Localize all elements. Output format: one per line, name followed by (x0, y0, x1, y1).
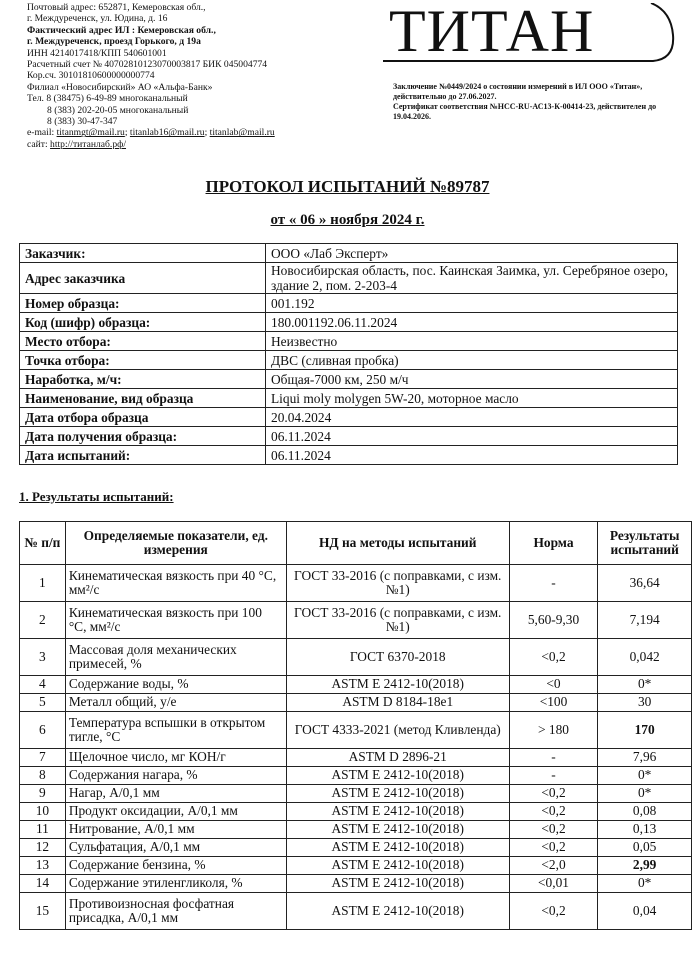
info-row (20, 370, 678, 389)
row-norm: - (509, 749, 598, 767)
phone-2: 8 (383) 202-20-05 многоканальный (47, 104, 189, 116)
result-row (20, 712, 692, 749)
row-method: ГОСТ 4333-2021 (метод Кливленда) (286, 712, 509, 749)
row-method: ASTM E 2412-10(2018) (286, 676, 509, 694)
postal-address-2: г. Междуреченск, ул. Юдина, д. 16 (27, 13, 168, 25)
row-method: ГОСТ 33-2016 (с поправками, с изм. №1) (286, 602, 509, 639)
row-parameter: Содержание бензина, % (65, 857, 286, 875)
bank-account: Расчетный счет № 40702810123070003817 БИК 045004774 (27, 59, 268, 71)
row-result: 170 (598, 712, 692, 749)
row-result: 7,96 (598, 749, 692, 767)
info-value: Неизвестно (266, 332, 678, 351)
info-row (20, 446, 678, 465)
result-row (20, 821, 692, 839)
result-row (20, 565, 692, 602)
row-number: 14 (20, 875, 66, 893)
row-norm: <100 (509, 694, 598, 712)
row-result: 0,08 (598, 803, 692, 821)
row-norm: <0,2 (509, 803, 598, 821)
row-method: ASTM E 2412-10(2018) (286, 893, 509, 930)
accreditation-note (393, 82, 679, 122)
row-number: 9 (20, 785, 66, 803)
lab-contact-block (27, 2, 377, 150)
row-number: 7 (20, 749, 66, 767)
row-result: 0* (598, 875, 692, 893)
row-number: 13 (20, 857, 66, 875)
actual-address-2: г. Междуреченск, проезд Горького, д 19а (27, 36, 201, 48)
row-parameter: Кинематическая вязкость при 100 °С, мм²/с (65, 602, 286, 639)
postal-address: Почтовый адрес: 652871, Кемеровская обл., (27, 2, 206, 13)
info-value: ДВС (сливная пробка) (266, 351, 678, 370)
row-method: ASTM E 2412-10(2018) (286, 875, 509, 893)
result-row (20, 676, 692, 694)
phone-3: 8 (383) 30-47-347 (47, 116, 118, 128)
row-result: 0,042 (598, 639, 692, 676)
result-row (20, 839, 692, 857)
result-row (20, 857, 692, 875)
row-norm: <0,2 (509, 821, 598, 839)
row-result: 0* (598, 767, 692, 785)
info-row (20, 244, 678, 263)
info-value: ООО «Лаб Эксперт» (266, 244, 678, 263)
bank-name: Филиал «Новосибирский» АО «Альфа-Банк» (27, 81, 213, 93)
row-result: 30 (598, 694, 692, 712)
logo-text: ТИТАН (389, 0, 595, 64)
row-number: 10 (20, 803, 66, 821)
col-header-method: НД на методы испытаний (286, 522, 509, 565)
result-row (20, 875, 692, 893)
row-norm: - (509, 565, 598, 602)
row-method: ASTM D 8184-18e1 (286, 694, 509, 712)
info-value: Общая-7000 км, 250 м/ч (266, 370, 678, 389)
row-parameter: Нитрование, А/0,1 мм (65, 821, 286, 839)
results-header-row (20, 522, 692, 565)
row-result: 0* (598, 785, 692, 803)
row-parameter: Содержание этиленгликоля, % (65, 875, 286, 893)
row-parameter: Температура вспышки в открытом тигле, °С (65, 712, 286, 749)
row-norm: <0,2 (509, 639, 598, 676)
row-method: ASTM E 2412-10(2018) (286, 839, 509, 857)
result-row (20, 785, 692, 803)
col-header-norm: Норма (509, 522, 598, 565)
section-title: 1. Результаты испытаний: (19, 489, 174, 504)
phone-1: Тел. 8 (38475) 6-49-89 многоканальный (27, 93, 188, 105)
info-value: 001.192 (266, 294, 678, 313)
row-norm: <0,01 (509, 875, 598, 893)
result-row (20, 803, 692, 821)
row-result: 0,05 (598, 839, 692, 857)
info-value: Liqui moly molygen 5W-20, моторное масло (266, 389, 678, 408)
row-number: 4 (20, 676, 66, 694)
row-parameter: Содержания нагара, % (65, 767, 286, 785)
certificate-line: Сертификат соответствия №НСС-RU-АС13-К-00414-23, действителен до 19.04.2026. (393, 102, 657, 121)
info-row (20, 427, 678, 446)
row-parameter: Содержание воды, % (65, 676, 286, 694)
info-row (20, 294, 678, 313)
row-parameter: Нагар, А/0,1 мм (65, 785, 286, 803)
info-key: Заказчик: (20, 244, 266, 263)
email-link-1[interactable]: titanmgt@mail.ru (56, 127, 125, 139)
row-method: ГОСТ 33-2016 (с поправками, с изм. №1) (286, 565, 509, 602)
info-value: 20.04.2024 (266, 408, 678, 427)
row-method: ASTM E 2412-10(2018) (286, 821, 509, 839)
col-header-parameter: Определяемые показатели, ед. измерения (65, 522, 286, 565)
row-method: ASTM E 2412-10(2018) (286, 803, 509, 821)
row-number: 8 (20, 767, 66, 785)
row-number: 1 (20, 565, 66, 602)
info-key: Дата отбора образца (20, 408, 266, 427)
info-key: Код (шифр) образца: (20, 313, 266, 332)
email-label: e-mail: (27, 127, 55, 139)
inn-kpp: ИНН 4214017418/КПП 540601001 (27, 47, 167, 59)
protocol-title: ПРОТОКОЛ ИСПЫТАНИЙ №89787 (205, 177, 490, 196)
info-key: Адрес заказчика (20, 263, 266, 294)
site-label: сайт: (27, 138, 48, 150)
sample-info-table (19, 243, 678, 465)
row-norm: <2,0 (509, 857, 598, 875)
protocol-date: от « 06 » ноября 2024 г. (270, 212, 425, 228)
titan-logo (383, 0, 678, 64)
conclusion-line: Заключение №0449/2024 о состоянии измерений в ИЛ ООО «Титан», действительно до 27.06.2027. (393, 82, 643, 101)
info-key: Наработка, м/ч: (20, 370, 266, 389)
info-row (20, 263, 678, 294)
info-value: 06.11.2024 (266, 446, 678, 465)
col-header-result: Результаты испытаний (598, 522, 692, 565)
row-parameter: Кинематическая вязкость при 40 °С, мм²/с (65, 565, 286, 602)
row-number: 5 (20, 694, 66, 712)
info-value: Новосибирская область, пос. Каинская Заимка, ул. Серебряное озеро, здание 2, пом. 2-203-4 (266, 263, 678, 294)
info-row (20, 408, 678, 427)
row-number: 11 (20, 821, 66, 839)
result-row (20, 893, 692, 930)
row-parameter: Массовая доля механических примесей, % (65, 639, 286, 676)
row-result: 7,194 (598, 602, 692, 639)
results-table (19, 521, 692, 930)
row-result: 0* (598, 676, 692, 694)
row-number: 12 (20, 839, 66, 857)
info-key: Дата испытаний: (20, 446, 266, 465)
row-number: 2 (20, 602, 66, 639)
row-method: ASTM E 2412-10(2018) (286, 785, 509, 803)
row-method: ГОСТ 6370-2018 (286, 639, 509, 676)
site-line (27, 139, 377, 150)
info-value: 06.11.2024 (266, 427, 678, 446)
row-result: 0,04 (598, 893, 692, 930)
row-parameter: Щелочное число, мг КОН/г (65, 749, 286, 767)
email-link-2[interactable]: titanlab16@mail.ru (129, 127, 205, 139)
actual-address: Фактический адрес ИЛ : Кемеровская обл., (27, 24, 216, 36)
row-method: ASTM E 2412-10(2018) (286, 767, 509, 785)
row-norm: 5,60-9,30 (509, 602, 598, 639)
row-norm: <0,2 (509, 893, 598, 930)
info-value: 180.001192.06.11.2024 (266, 313, 678, 332)
row-norm: - (509, 767, 598, 785)
row-number: 6 (20, 712, 66, 749)
row-result: 0,13 (598, 821, 692, 839)
row-norm: <0 (509, 676, 598, 694)
site-link[interactable]: http://титанлаб.рф/ (50, 138, 127, 150)
info-key: Номер образца: (20, 294, 266, 313)
info-key: Точка отбора: (20, 351, 266, 370)
row-parameter: Противоизносная фосфатная присадка, А/0,1 мм (65, 893, 286, 930)
row-result: 2,99 (598, 857, 692, 875)
result-row (20, 639, 692, 676)
row-parameter: Продукт оксидации, А/0,1 мм (65, 803, 286, 821)
row-norm: <0,2 (509, 785, 598, 803)
row-norm: > 180 (509, 712, 598, 749)
info-row (20, 332, 678, 351)
info-row (20, 389, 678, 408)
email-link-3[interactable]: titanlab@mail.ru (209, 127, 275, 139)
result-row (20, 694, 692, 712)
info-row (20, 313, 678, 332)
email-line: e-mail: titanmgt@mail.ru; titanlab16@mail.ru; titanlab@mail.ru (27, 127, 275, 139)
result-row (20, 767, 692, 785)
corr-account: Кор.сч. 30101810600000000774 (27, 70, 155, 82)
col-header-number: № п/п (20, 522, 66, 565)
result-row (20, 602, 692, 639)
row-norm: <0,2 (509, 839, 598, 857)
row-number: 3 (20, 639, 66, 676)
info-row (20, 351, 678, 370)
info-key: Наименование, вид образца (20, 389, 266, 408)
row-method: ASTM D 2896-21 (286, 749, 509, 767)
row-parameter: Сульфатация, А/0,1 мм (65, 839, 286, 857)
row-number: 15 (20, 893, 66, 930)
row-method: ASTM E 2412-10(2018) (286, 857, 509, 875)
result-row (20, 749, 692, 767)
row-parameter: Металл общий, у/е (65, 694, 286, 712)
info-key: Место отбора: (20, 332, 266, 351)
row-result: 36,64 (598, 565, 692, 602)
info-key: Дата получения образца: (20, 427, 266, 446)
